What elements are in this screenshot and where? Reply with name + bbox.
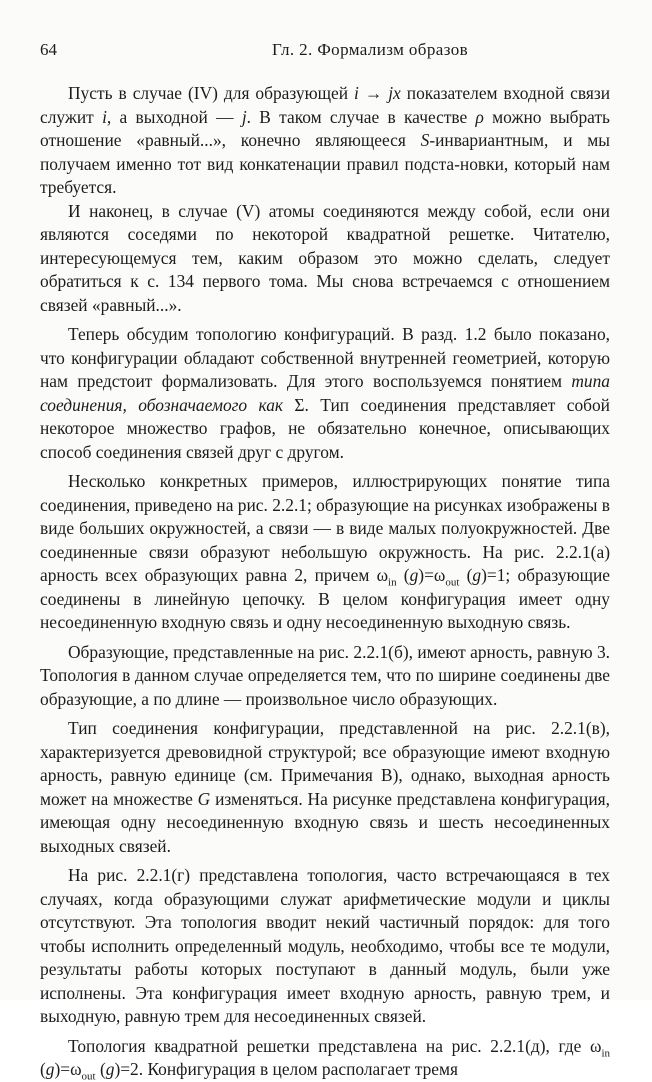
text-run: показателем входной связи служит xyxy=(40,83,611,127)
text-run: Теперь обсудим топологию конфигураций. В разд. 1.2 было показано, что конфигурации обладают собственной внутренней геометрией, которую нам предстоит формализовать. Для этого воспользуемся понятием xyxy=(40,324,610,391)
text-run: )=ω xyxy=(418,565,446,585)
text-run: )=2. Конфигурация в целом располагает тремя xyxy=(114,1059,458,1079)
subscript: in xyxy=(601,1046,610,1059)
page-header xyxy=(40,40,610,64)
math-symbol: g xyxy=(105,1059,115,1079)
text-run: Несколько конкретных примеров, иллюстрирующих понятие типа соединения, приведено на рис. 2.2.1; образующие на рисунках изображены в виде больших окружностей, а связи — в виде малых полуокружностей. Две соединенные связи образуют небольшую окружность. На рис. 2.2.1(а) арность всех образующих равна 2, причем ω xyxy=(40,471,610,585)
text-run: )=ω xyxy=(54,1059,82,1079)
subscript: out xyxy=(81,1070,96,1082)
paragraph-3 xyxy=(40,323,610,464)
paragraph-2: И наконец, в случае (V) атомы соединяются между собой, если они являются соседями по некоторой квадратной решетке. Читателю, интересующемуся тем, каким образом это можно сделать, следует обратиться к с. 134 первого тома. Мы снова встречаемся с отношением связей «равный...». xyxy=(40,200,610,315)
subscript: in xyxy=(388,576,397,589)
body-text xyxy=(40,82,610,1082)
paragraph-7: На рис. 2.2.1(г) представлена топология, часто встречающаяся в тех случаях, когда образующими служат арифметические модули и циклы отсутствуют. Эта топология вводит некий частичный порядок: для того чтобы исполнить определенный модуль, необходимо, чтобы все те модули, результаты работы которых поступают в данный модуль, были уже исполнены. Эта конфигурация имеет входную арность, равную трем, и выходную, равную трем для несоединенных связей. xyxy=(40,865,610,1026)
subscript: out xyxy=(445,576,460,589)
paragraph-6 xyxy=(40,717,610,858)
text-run: . В таком случае в качестве xyxy=(246,106,476,127)
page-number: 64 xyxy=(40,40,57,59)
text-run: изменяться. На рисунке представлена конфигурация, имеющая одну несоединенную входную связь и шесть несоединенных выходных связей. xyxy=(40,788,610,856)
math-symbol: ρ xyxy=(475,106,484,127)
text-run: -инвариантным, и мы получаем именно тот вид конкатенации правил подста-новки, который нам требуется. xyxy=(40,130,610,197)
text-run: ( xyxy=(459,565,473,585)
text-run: ( xyxy=(40,1059,46,1079)
paragraph-4 xyxy=(40,470,610,635)
math-symbol: j xyxy=(241,106,247,127)
text-run: можно выбрать отношение «равный...», конечно являющееся xyxy=(40,106,610,150)
text-run: , а выходной — xyxy=(106,106,242,127)
text-run: )=1; образующие соединены в линейную цепочку. В целом конфигурация имеет одну несоединенную входную связь и одну несоединенную выходную связь. xyxy=(40,565,611,632)
text-run: Топология квадратной решетки представлена на рис. 2.2.1(д), где ω xyxy=(68,1035,602,1056)
math-symbol: G xyxy=(197,788,211,809)
text-run: Пусть в случае (IV) для образующей xyxy=(68,83,354,103)
math-symbol: g xyxy=(45,1059,55,1079)
text-run: Тип соединения конфигурации, представленной на рис. 2.2.1(в), характеризуется древовидной структурой; все образующие имеют входную арность, равную единице (см. Примечания В), однако, выходная арность может на множестве xyxy=(40,718,610,809)
text-run: ( xyxy=(95,1059,106,1079)
text-run: ( xyxy=(396,565,410,585)
italic-term: типа соединения, обозначаемого как xyxy=(40,371,610,415)
math-symbol: g xyxy=(409,565,419,585)
math-symbol: g xyxy=(472,565,482,585)
math-symbol: i xyxy=(102,106,107,127)
math-symbol: S xyxy=(420,130,430,150)
paragraph-1 xyxy=(40,82,610,200)
math-expression: i → jx xyxy=(354,83,401,103)
text-run: Σ. Тип соединения представляет собой некоторое множество графов, не обязательно конечное, описывающих способ соединения связей друг с другом. xyxy=(40,394,610,462)
paragraph-8 xyxy=(40,1035,610,1082)
running-head: Гл. 2. Формализм образов xyxy=(272,40,469,59)
paragraph-5: Образующие, представленные на рис. 2.2.1(б), имеют арность, равную 3. Топология в данном случае определяется тем, что по ширине соединены две образующие, а по длине — произвольное число образующих. xyxy=(40,641,610,709)
